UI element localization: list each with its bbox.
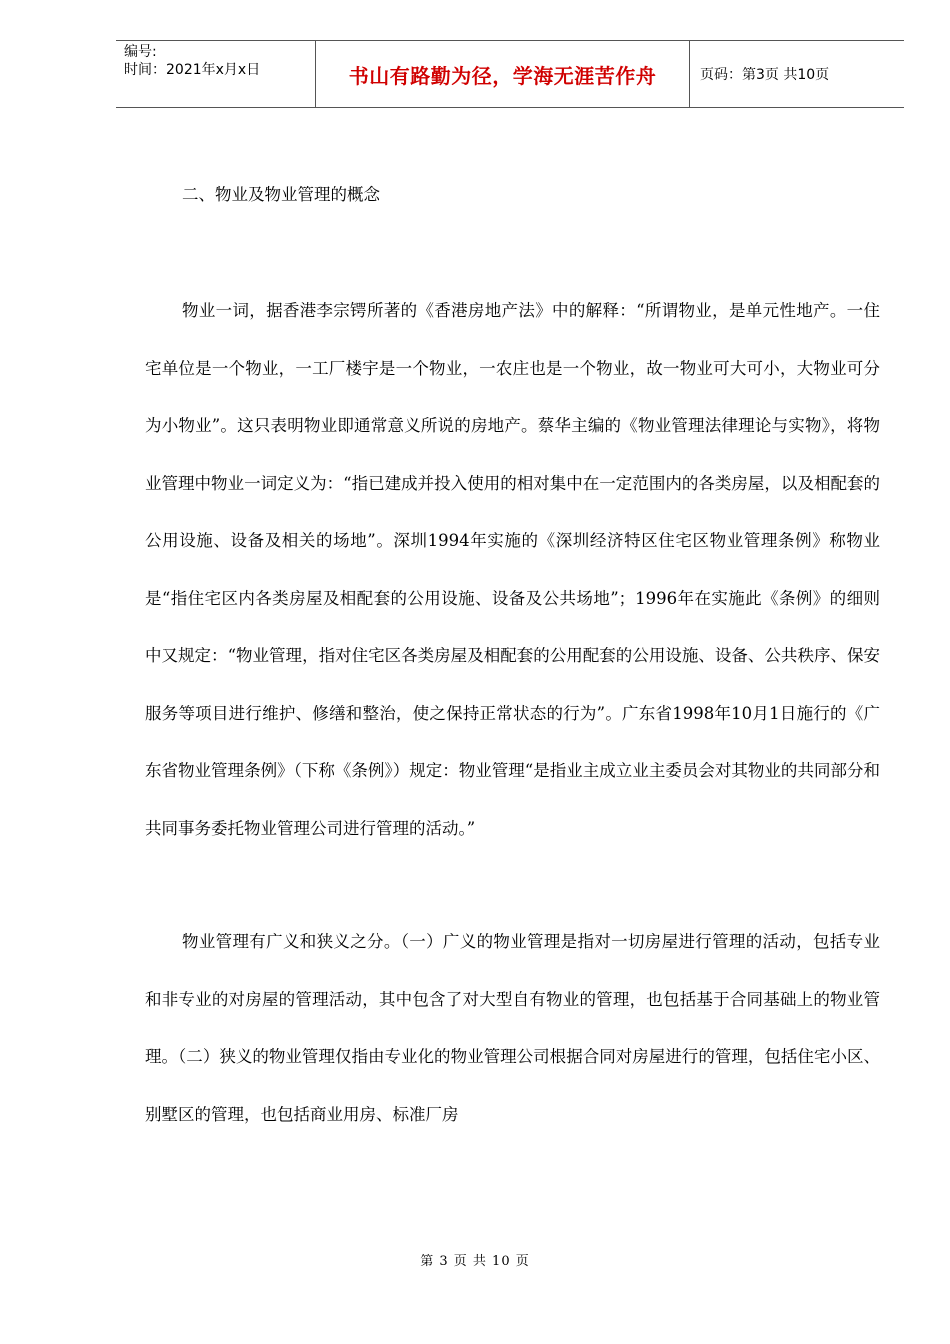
header-page-cell (690, 41, 904, 107)
paragraph-broad-narrow: 物业管理有广义和狭义之分。（一）广义的物业管理是指对一切房屋进行管理的活动，包括专业和非专业的对房屋的管理活动，其中包含了对大型自有物业的管理，也包括基于合同基础上的物业管理。（二）狭义的物业管理仅指由专业化的物业管理公司根据合同对房屋进行的管理，包括住宅小区、别墅区的管理，也包括商业用房、标准厂房 (145, 932, 880, 1124)
section-heading: 二、物业及物业管理的概念 (182, 185, 380, 204)
page-header (116, 40, 904, 108)
header-motto: 书山有路勤为径，学海无涯苦作舟 (348, 63, 657, 88)
spacer (145, 224, 880, 282)
serial-number-label: 编号: (124, 44, 157, 60)
header-motto-cell (316, 41, 690, 107)
document-body (145, 166, 880, 1143)
date-label: 时间：2021年x月x日 (124, 62, 261, 78)
paragraph-definition: 物业一词，据香港李宗锷所著的《香港房地产法》中的解释：“所谓物业，是单元性地产。一住宅单位是一个物业，一工厂楼宇是一个物业，一农庄也是一个物业，故一物业可大可小，大物业可分为小物业”。这只表明物业即通常意义所说的房地产。蔡华主编的《物业管理法律理论与实物》，将物业管理中物业一词定义为：“指已建成并投入使用的相对集中在一定范围内的各类房屋，以及相配套的公用设施、设备及相关的场地”。深圳1994年实施的《深圳经济特区住宅区物业管理条例》称物业是“指住宅区内各类房屋及相配套的公用设施、设备及公共场地”；1996年在实施此《条例》的细则中又规定：“物业管理，指对住宅区各类房屋及相配套的公用配套的公用设施、设备、公共秩序、保安服务等项目进行维护、修缮和整治，使之保持正常状态的行为”。广东省1998年10月1日施行的《广东省物业管理条例》（下称《条例》）规定：物业管理“是指业主成立业主委员会对其物业的共同部分和共同事务委托物业管理公司进行管理的活动。” (145, 301, 880, 838)
spacer (145, 857, 880, 913)
page-footer: 第 3 页 共 10 页 (420, 1254, 530, 1269)
header-meta (116, 41, 316, 107)
header-page-number: 页码：第3页 共10页 (700, 67, 830, 83)
